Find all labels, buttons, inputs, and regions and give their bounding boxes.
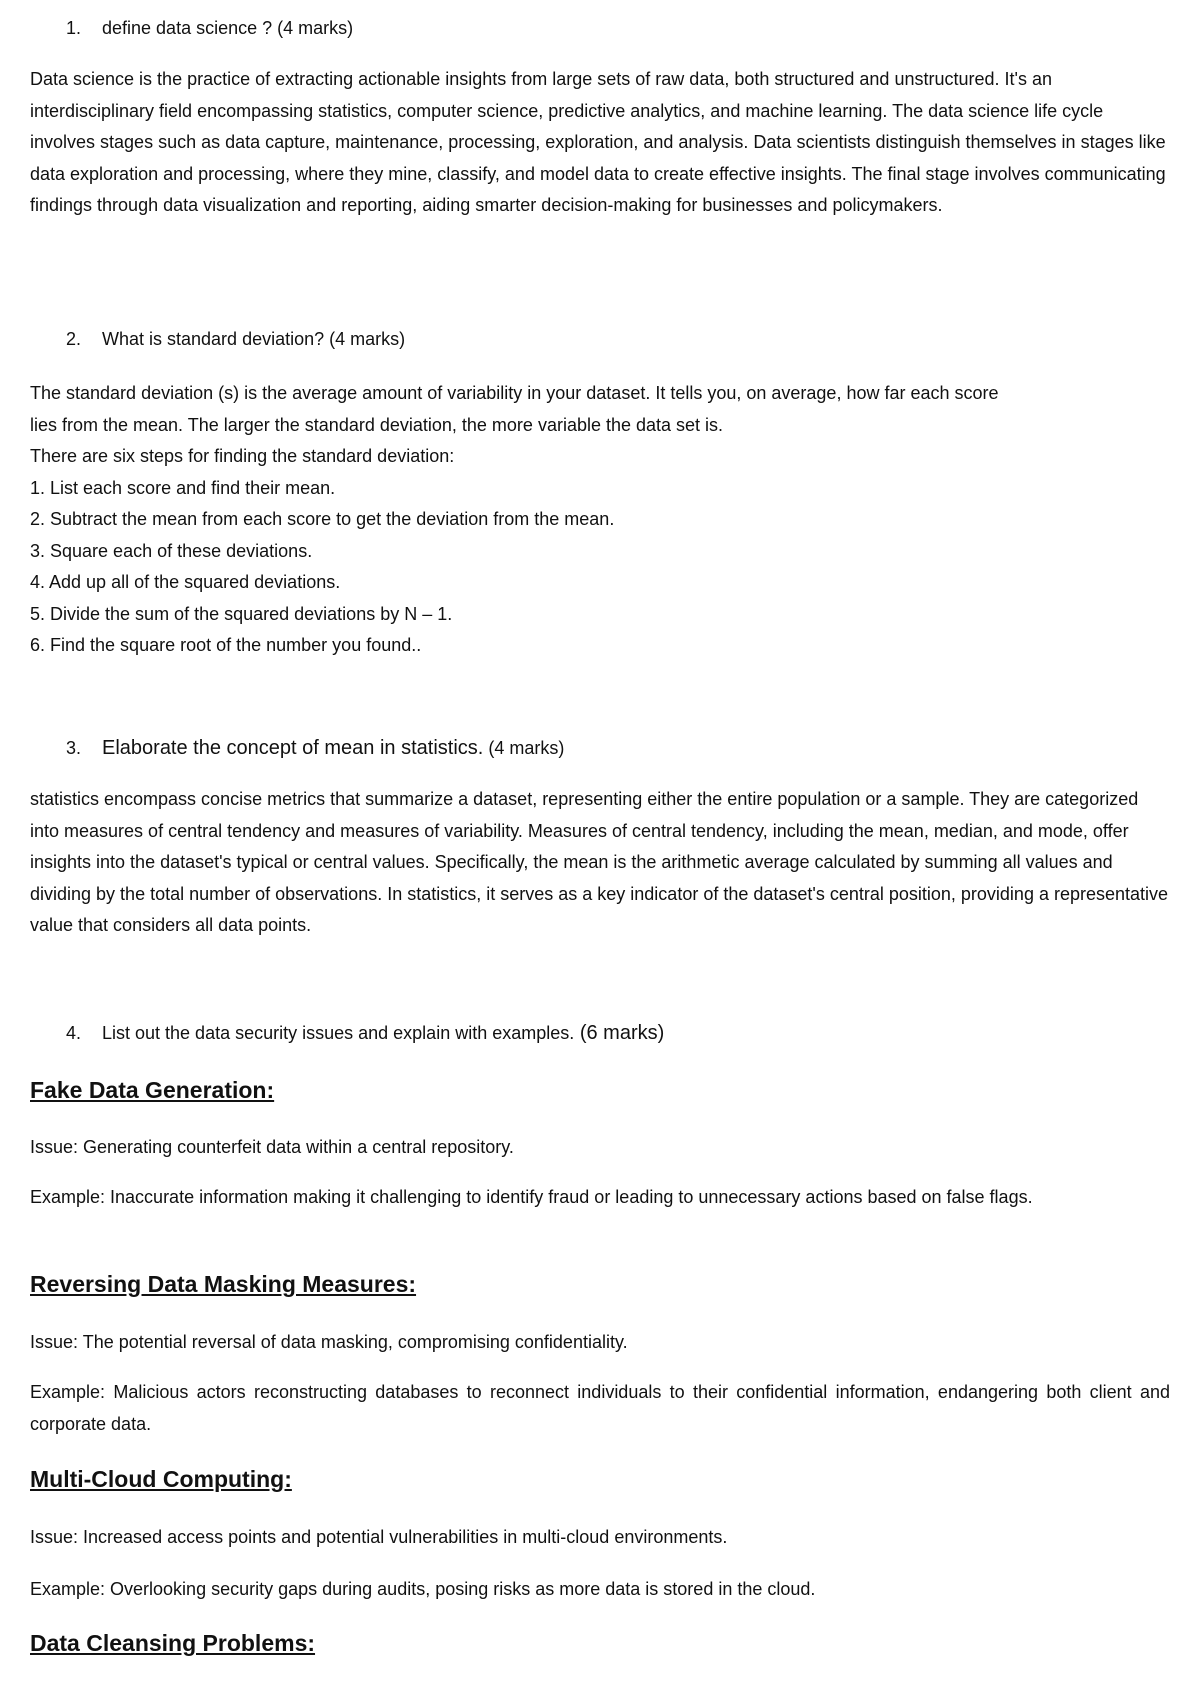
answer-2-step: 2. Subtract the mean from each score to get the deviation from the mean. — [30, 509, 615, 529]
answer-2-step: 3. Square each of these deviations. — [30, 540, 313, 561]
question-3-marks: (4 marks) — [483, 738, 565, 758]
answer-2-step: 4. Add up all of the squared deviations. — [30, 572, 341, 592]
answer-1: Data science is the practice of extracting actionable insights from large sets of raw data, both structured and unstructured. It's an interdisciplinary field encompassing statistics, computer science, predictive analytics, and machine learning. The data science life cycle involves stages such as data capture, maintenance, processing, exploration, and analysis. Data scientists distinguish themselves in stages like data exploration and processing, where they mine, classify, and model data to create effective insights. The final stage involves communicating findings through data visualization and reporting, aiding smarter decision-making for businesses and policymakers. — [30, 69, 1166, 215]
answer-2-line: The standard deviation (s) is the average amount of variability in your dataset. It tells you, on average, how far each score — [30, 383, 999, 403]
question-2 — [66, 327, 405, 351]
answer-2-step: 5. Divide the sum of the squared deviations by N – 1. — [30, 603, 453, 624]
example-text: Example: Malicious actors reconstructing databases to reconnect individuals to their confidential information, endangering both client and corporate data. — [30, 1382, 1170, 1434]
question-4 — [66, 1021, 664, 1045]
section-heading: Multi-Cloud Computing: — [30, 1466, 292, 1492]
example-text: Example: Inaccurate information making it challenging to identify fraud or leading to unnecessary actions based on false flags. — [30, 1187, 1033, 1207]
issue-text: Issue: The potential reversal of data masking, compromising confidentiality. — [30, 1332, 628, 1352]
answer-3: statistics encompass concise metrics that summarize a dataset, representing either the entire population or a sample. They are categorized into measures of central tendency and measures of variability. Measures of central tendency, including the mean, median, and mode, offer insights into the dataset's typical or central values. Specifically, the mean is the arithmetic average calculated by summing all values and dividing by the total number of observations. In statistics, it serves as a key indicator of the dataset's central position, providing a representative value that considers all data points. — [30, 789, 1169, 935]
question-4-marks: (6 marks) — [574, 1022, 665, 1044]
question-1 — [66, 16, 353, 40]
answer-2-step: 6. Find the square root of the number you found.. — [30, 635, 422, 655]
question-4-number: 4. — [66, 1023, 82, 1043]
question-2-text: What is standard deviation? (4 marks) — [102, 329, 406, 349]
question-3 — [66, 736, 564, 760]
question-3-number: 3. — [66, 738, 82, 758]
answer-2-step: 1. List each score and find their mean. — [30, 477, 336, 498]
section-heading: Reversing Data Masking Measures: — [30, 1271, 417, 1297]
answer-2 — [30, 378, 1170, 662]
answer-2-line: There are six steps for finding the standard deviation: — [30, 446, 455, 466]
question-4-text: List out the data security issues and explain with examples. — [102, 1023, 575, 1043]
issue-text: Issue: Increased access points and potential vulnerabilities in multi-cloud environments. — [30, 1527, 728, 1547]
question-1-text: define data science ? (4 marks) — [102, 18, 354, 38]
answer-2-line: lies from the mean. The larger the standard deviation, the more variable the data set is. — [30, 414, 724, 435]
issue-text: Issue: Generating counterfeit data within a central repository. — [30, 1137, 514, 1157]
example-text: Example: Overlooking security gaps during audits, posing risks as more data is stored in the cloud. — [30, 1579, 816, 1599]
section-heading: Fake Data Generation: — [30, 1077, 275, 1103]
question-1-number: 1. — [66, 18, 82, 38]
section-heading: Data Cleansing Problems: — [30, 1630, 316, 1656]
question-3-text: Elaborate the concept of mean in statistics. — [102, 737, 484, 759]
question-2-number: 2. — [66, 329, 82, 349]
